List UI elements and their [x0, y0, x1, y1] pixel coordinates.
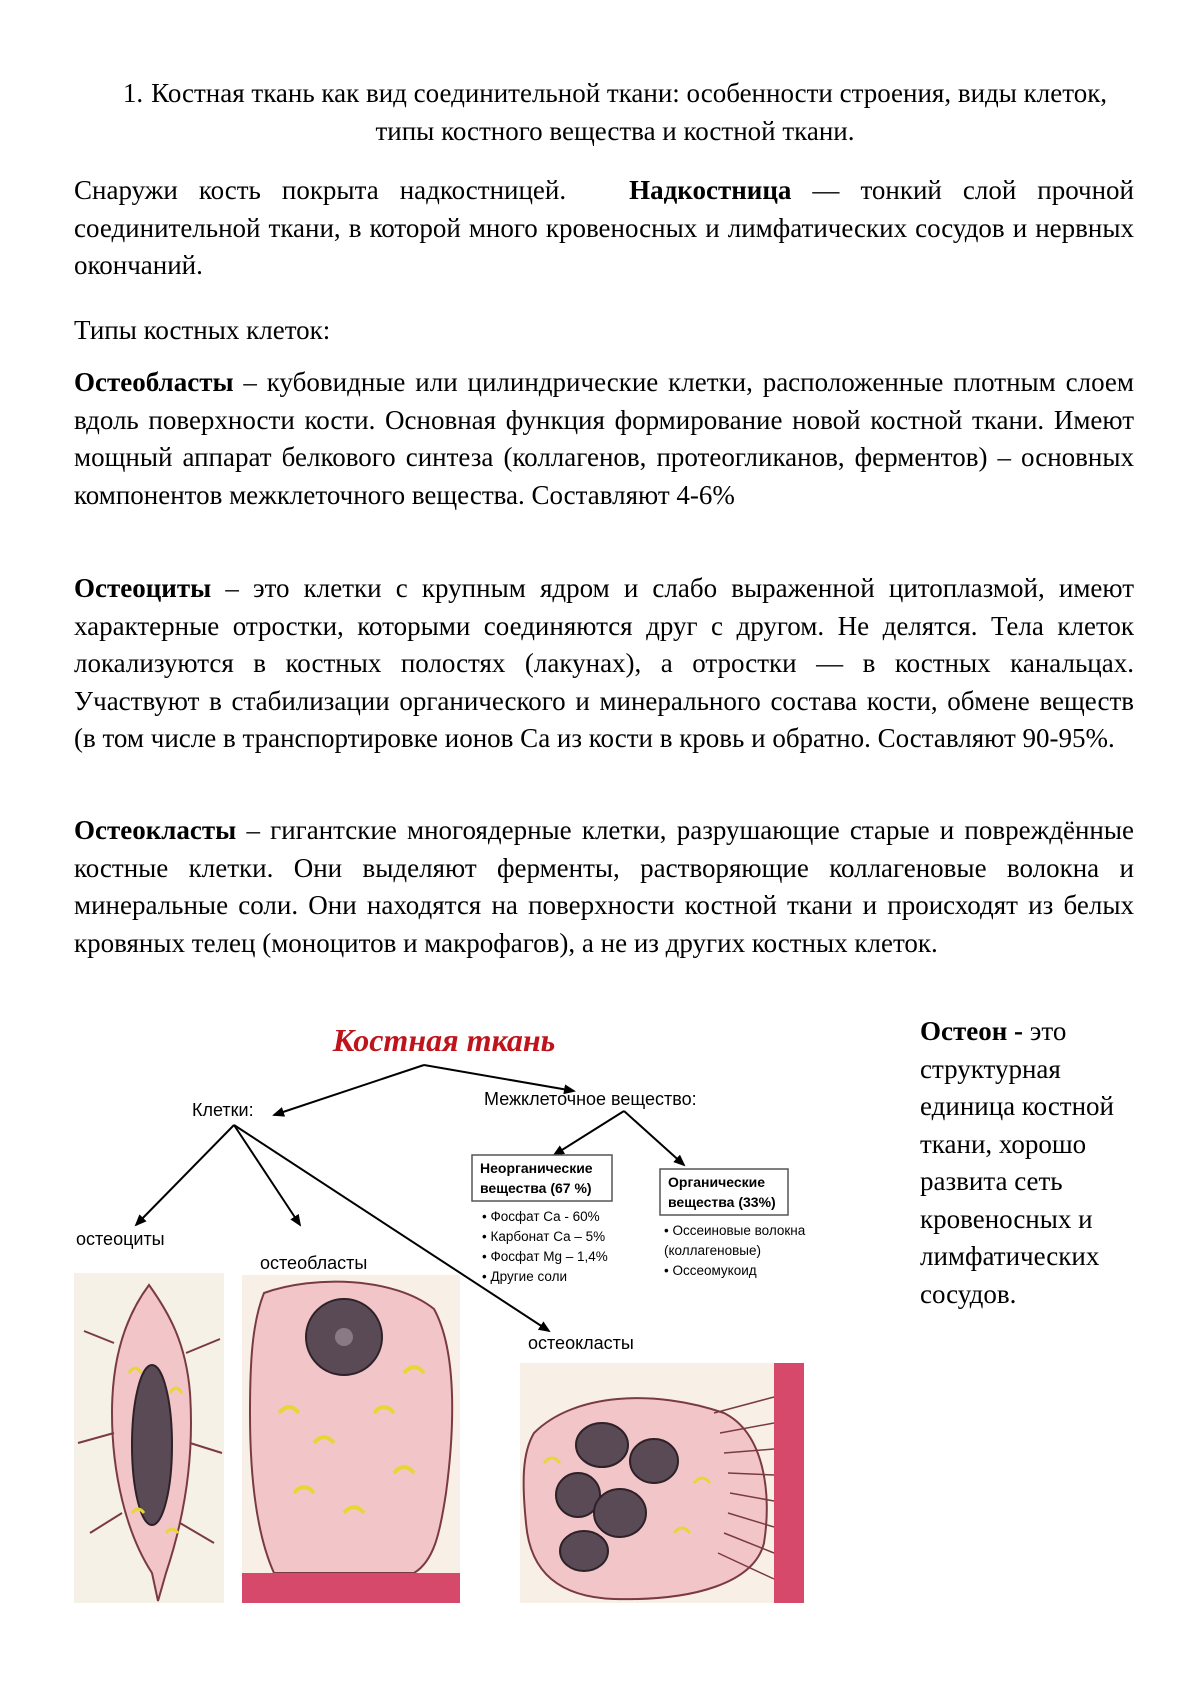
osteoclast-illustration: [520, 1363, 804, 1603]
organic-title-1: Органические: [668, 1174, 766, 1190]
osteoclasts-text: – гигантские многоядерные клетки, разрушающие старые и повреждённые костные клетки. Они выделяют ферменты, растворяющие коллагеновые волокна и минеральные соли. Они находятся на поверхности костной ткани и происходят из белых кровяных телец (моноцитов и макрофагов), а не из других костных клеток.: [74, 815, 1134, 958]
organic-item: • Оссеомукоид: [664, 1263, 757, 1278]
osteocytes-term: Остеоциты: [74, 573, 212, 603]
organic-item: (коллагеновые): [664, 1243, 762, 1258]
osteocyte-illustration: [74, 1273, 224, 1603]
osteoblasts-text: – кубовидные или цилиндрические клетки, расположенные плотным слоем вдоль поверхности кости. Основная функция формирование новой костной ткани. Имеют мощный аппарат белкового синтеза (коллагенов, протеогликанов, ферментов) – основных компонентов межклеточного вещества. Составляют 4-6%: [74, 367, 1134, 510]
osteoblasts-label: остеобласты: [260, 1253, 368, 1273]
organic-list: [664, 1223, 806, 1278]
intro-text-1: Снаружи кость покрыта надкостницей.: [74, 175, 567, 205]
inorganic-item: • Другие соли: [482, 1269, 567, 1284]
osteoblasts-term: Остеобласты: [74, 367, 234, 397]
osteoblasts-paragraph: [74, 364, 1134, 514]
section-heading: [100, 74, 1130, 150]
periosteum-term: Надкостница: [629, 175, 792, 205]
arrow-to-inorganic: [554, 1111, 624, 1155]
osteon-term: Остеон -: [920, 1016, 1024, 1046]
intro-text-2: — тонкий слой прочной соединительной ткани, в которой много кровеносных и лимфатических сосудов и нервных окончаний.: [74, 175, 1135, 280]
periosteum-paragraph: [74, 172, 1134, 285]
osteocytes-label: остеоциты: [76, 1229, 165, 1249]
organic-item: • Оссеиновые волокна: [664, 1223, 806, 1238]
matrix-label: Межклеточное вещество:: [484, 1089, 697, 1109]
cell-types-title: Типы костных клеток:: [74, 315, 331, 345]
inorganic-box: [472, 1155, 612, 1201]
organic-box: [660, 1169, 788, 1215]
heading-number: 1.: [122, 78, 144, 108]
osteoclasts-paragraph: [74, 812, 1134, 962]
arrow-to-cells: [274, 1065, 424, 1115]
inorganic-item: • Фосфат Mg – 1,4%: [482, 1249, 608, 1264]
figure-title: Костная ткань: [332, 1022, 556, 1058]
organic-title-2: вещества (33%): [668, 1194, 776, 1210]
osteocytes-text: – это клетки с крупным ядром и слабо выраженной цитоплазмой, имеют характерные отростки, которыми соединяются друг с другом. Не делятся. Тела клеток локализуются в костных полостях (лакунах), а отростки — в костных канальцах. Участвуют в стабилизации органического и минерального состава кости, обмене веществ (в том числе в транспортировке ионов Са из кости в кровь и обратно. Составляют 90-95%.: [74, 573, 1134, 753]
bone-tissue-figure: [74, 1013, 904, 1603]
arrow-to-matrix: [424, 1065, 574, 1091]
osteoclasts-label: остеокласты: [528, 1333, 634, 1353]
cells-label: Клетки:: [192, 1100, 254, 1120]
osteocytes-paragraph: [74, 570, 1134, 758]
inorganic-item: • Фосфат Са - 60%: [482, 1209, 600, 1224]
arrow-to-osteocytes: [136, 1125, 234, 1225]
arrow-to-osteoblasts: [234, 1125, 300, 1225]
inorganic-title-2: вещества (67 %): [480, 1180, 592, 1196]
inorganic-list: [482, 1209, 608, 1284]
arrow-to-organic: [624, 1111, 684, 1165]
inorganic-item: • Карбонат Са – 5%: [482, 1229, 606, 1244]
heading-text: Костная ткань как вид соединительной ткани: особенности строения, виды клеток, типы костного вещества и костной ткани.: [151, 78, 1108, 146]
osteon-note: [920, 1013, 1140, 1313]
inorganic-title-1: Неорганические: [480, 1160, 593, 1176]
osteoblast-illustration: [242, 1275, 460, 1603]
bone-tissue-diagram: [74, 1013, 904, 1603]
osteon-text: это структурная единица костной ткани, хорошо развита сеть кровеносных и лимфатических сосудов.: [920, 1016, 1114, 1309]
osteoclasts-term: Остеокласты: [74, 815, 237, 845]
